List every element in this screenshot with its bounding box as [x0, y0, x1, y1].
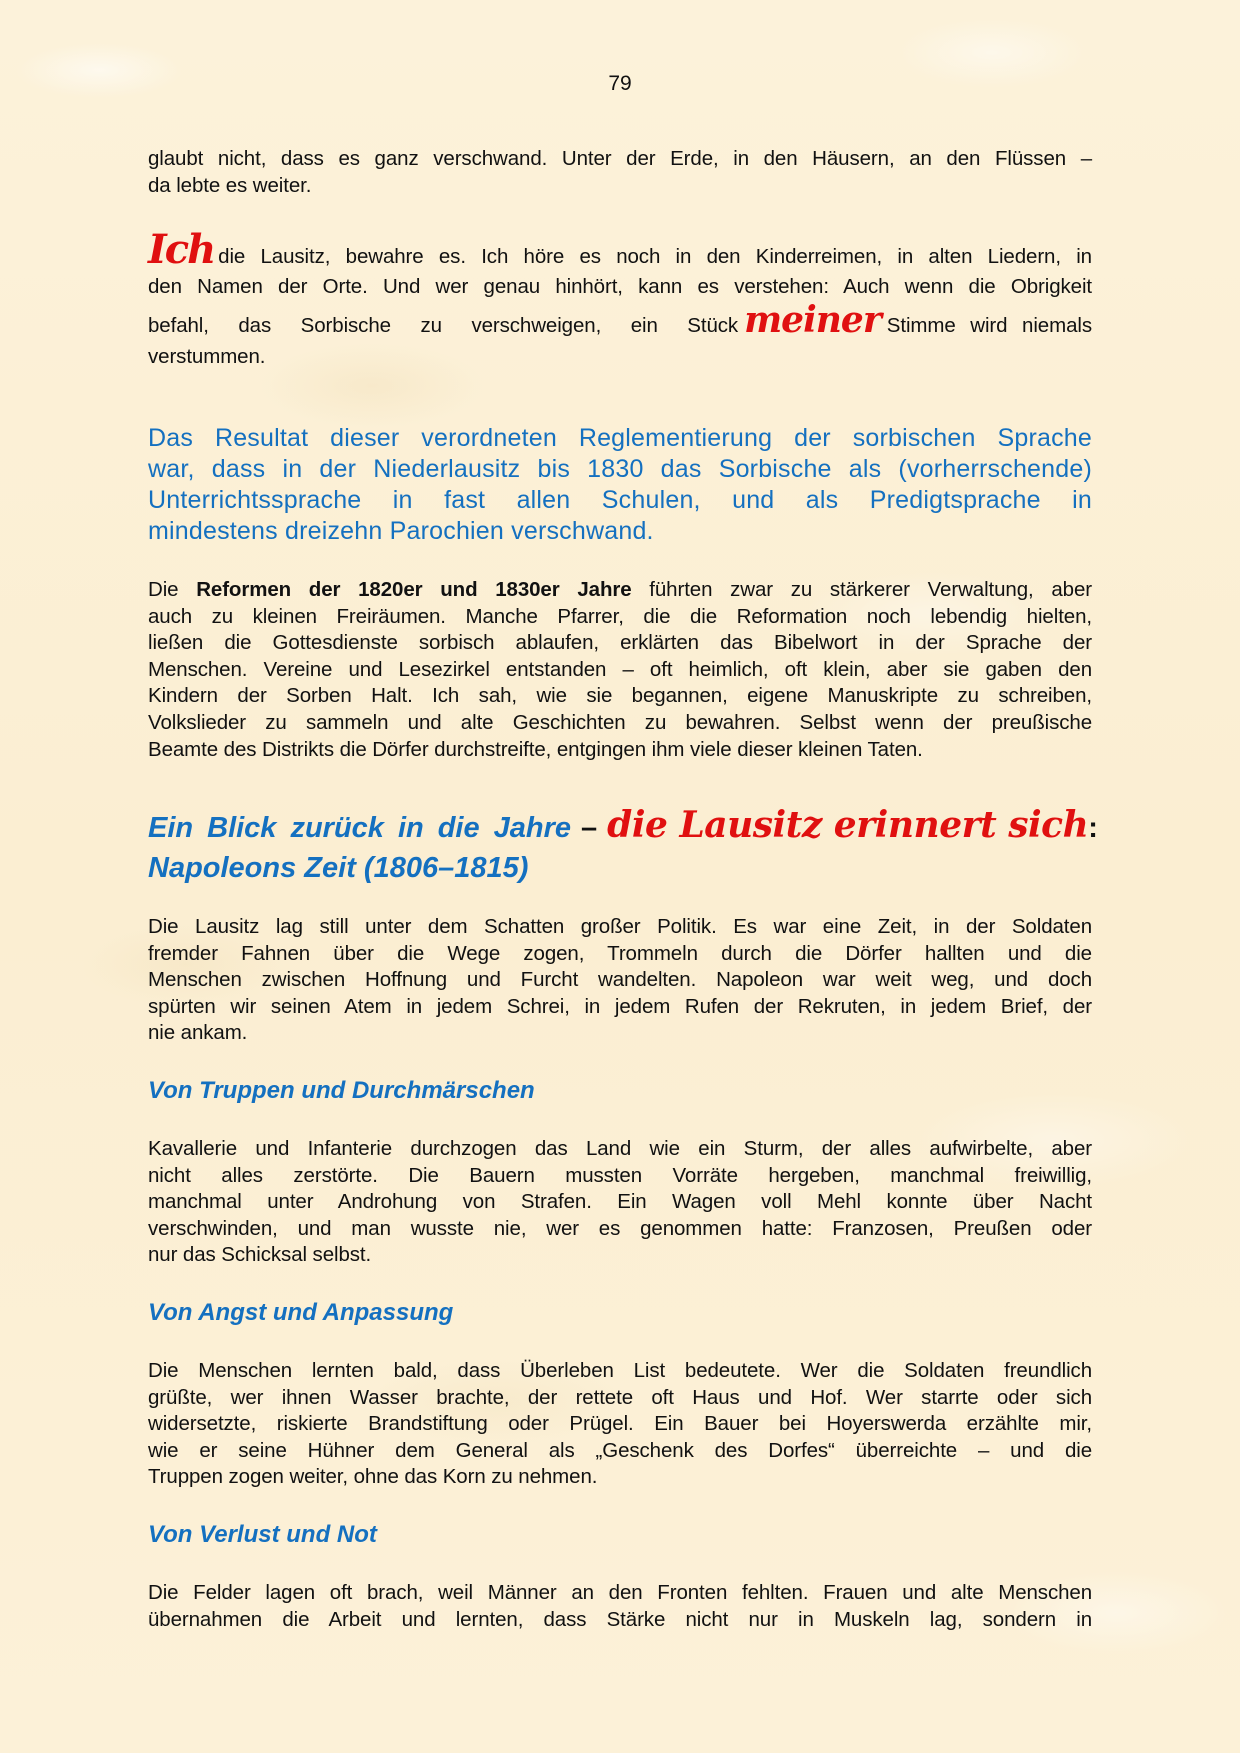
- text-line: Die Felder lagen oft brach, weil Männer an den Fronten fehlten. Frauen und alte Menschen: [148, 1581, 1092, 1604]
- text-line: nur das Schicksal selbst.: [148, 1243, 372, 1267]
- script-word-ich: Ich: [148, 226, 215, 273]
- reform-paragraph: [148, 577, 1092, 763]
- text-span: führten zwar zu stärkerer Verwaltung, aber: [649, 578, 1092, 601]
- text-line: Kavallerie und Infanterie durchzogen das Land wie ein Sturm, der alles aufwirbelte, aber: [148, 1137, 1092, 1160]
- text-line: [148, 577, 1092, 604]
- text-line: übernahmen die Arbeit und lernten, dass Stärke nicht nur in Muskeln lag, sondern in: [148, 1607, 1092, 1631]
- text-line: Truppen zogen weiter, ohne das Korn zu nehmen.: [148, 1465, 598, 1489]
- text-line: [148, 226, 1092, 273]
- text-line: grüßte, wer ihnen Wasser brachte, der rettete oft Haus und Hof. Wer starrte oder sich: [148, 1385, 1092, 1409]
- section-paragraph-verlust: [148, 1580, 1092, 1633]
- heading-dash: –: [581, 812, 598, 844]
- heading-line: [148, 804, 1098, 848]
- section-paragraph-angst: [148, 1358, 1092, 1491]
- text-span: Die: [148, 578, 179, 601]
- text-line: spürten wir seinen Atem in jedem Schrei, in jedem Rufen der Rekruten, in jedem Brief, der: [148, 994, 1092, 1018]
- napoleon-paragraph: [148, 914, 1092, 1047]
- heading-word: Blick: [207, 812, 277, 844]
- heading-word: Jahre: [493, 812, 572, 844]
- text-line: mindestens dreizehn Parochien verschwand.: [148, 517, 654, 545]
- script-word-meiner: meiner: [744, 299, 881, 341]
- heading-word: in: [397, 812, 424, 844]
- heading-line-2: Napoleons Zeit (1806–1815): [148, 852, 529, 884]
- text-line: da lebte es weiter.: [148, 173, 312, 197]
- text-line: manchmal unter Androhung von Strafen. Ein Wagen voll Mehl konnte über Nacht: [148, 1190, 1092, 1214]
- intro-paragraph: [148, 146, 1092, 199]
- text-line: glaubt nicht, dass es ganz verschwand. Unter der Erde, in den Häusern, an den Flüssen –: [148, 147, 1092, 170]
- text-line: verstummen.: [148, 345, 266, 368]
- ich-paragraph: [148, 226, 1092, 372]
- section-heading-angst: Von Angst und Anpassung: [148, 1299, 454, 1326]
- text-line: Volkslieder zu sammeln und alte Geschichten zu bewahren. Selbst wenn der preußische: [148, 710, 1092, 734]
- heading-word: die: [437, 812, 480, 844]
- text-line: Menschen. Vereine und Lesezirkel entstanden – oft heimlich, oft klein, aber sie gaben den: [148, 657, 1092, 681]
- bold-phrase: Reformen der 1820er und 1830er Jahre: [196, 578, 632, 601]
- heading-word: Ein: [148, 812, 194, 844]
- text-line: war, dass in der Niederlausitz bis 1830 das Sorbische als (vorherrschende): [148, 455, 1092, 483]
- text-line: Beamte des Distrikts die Dörfer durchstreifte, entgingen ihm viele dieser kleinen Taten.: [148, 737, 923, 761]
- script-phrase-lausitz: die Lausitz erinnert sich: [607, 804, 1089, 846]
- heading-word: zurück: [290, 812, 384, 844]
- text-line: ließen die Gottesdienste sorbisch ablaufen, erklärten das Bibelwort in der Sprache der: [148, 631, 1092, 655]
- text-line: Kindern der Sorben Halt. Ich sah, wie sie begannen, eigene Manuskripte zu schreiben,: [148, 684, 1092, 708]
- blue-highlight-paragraph: [148, 423, 1092, 547]
- text-line: Die Menschen lernten bald, dass Überleben List bedeutete. Wer die Soldaten freundlich: [148, 1359, 1092, 1382]
- page-number: 79: [608, 72, 632, 95]
- section-heading-truppen: Von Truppen und Durchmärschen: [148, 1077, 535, 1104]
- text-line: nicht alles zerstörte. Die Bauern mussten Vorräte hergeben, manchmal freiwillig,: [148, 1163, 1092, 1187]
- text-line: wie er seine Hühner dem General als „Geschenk des Dorfes“ überreichte – und die: [148, 1438, 1092, 1462]
- text-span: die Lausitz, bewahre es. Ich höre es noch in den Kinderreimen, in alten Liedern, in: [218, 245, 1092, 268]
- heading-words: [148, 808, 571, 848]
- text-line: widersetzte, riskierte Brandstiftung oder Prügel. Ein Bauer bei Hoyerswerda erzählte mir,: [148, 1412, 1092, 1436]
- chapter-heading: [148, 804, 1098, 888]
- text-line: Die Lausitz lag still unter dem Schatten großer Politik. Es war eine Zeit, in der Soldaten: [148, 915, 1092, 938]
- text-line: Menschen zwischen Hoffnung und Furcht wandelten. Napoleon war weit weg, und doch: [148, 968, 1092, 992]
- text-line: Das Resultat dieser verordneten Reglementierung der sorbischen Sprache: [148, 424, 1092, 452]
- section-heading-verlust: Von Verlust und Not: [148, 1521, 377, 1548]
- text-line: nie ankam.: [148, 1021, 248, 1045]
- section-paragraph-truppen: [148, 1136, 1092, 1269]
- text-line: auch zu kleinen Freiräumen. Manche Pfarrer, die die Reformation noch lebendig hielten,: [148, 604, 1092, 628]
- text-line: fremder Fahnen über die Wege zogen, Trommeln durch die Dörfer hallten und die: [148, 941, 1092, 965]
- text-line: verschwinden, und man wusste nie, wer es genommen hatte: Franzosen, Preußen oder: [148, 1216, 1092, 1240]
- heading-script-wrap: [607, 805, 1098, 848]
- heading-colon: :: [1088, 812, 1098, 844]
- text-line: den Namen der Orte. Und wer genau hinhört, kann es verstehen: Auch wenn die Obrigkeit: [148, 275, 1092, 298]
- text-line: [148, 299, 1092, 342]
- text-line: Unterrichtssprache in fast allen Schulen, und als Predigtsprache in: [148, 486, 1092, 514]
- text-span: befahl, das Sorbische zu verschweigen, ein Stück: [148, 314, 739, 337]
- text-span: Stimme wird niemals: [886, 314, 1092, 337]
